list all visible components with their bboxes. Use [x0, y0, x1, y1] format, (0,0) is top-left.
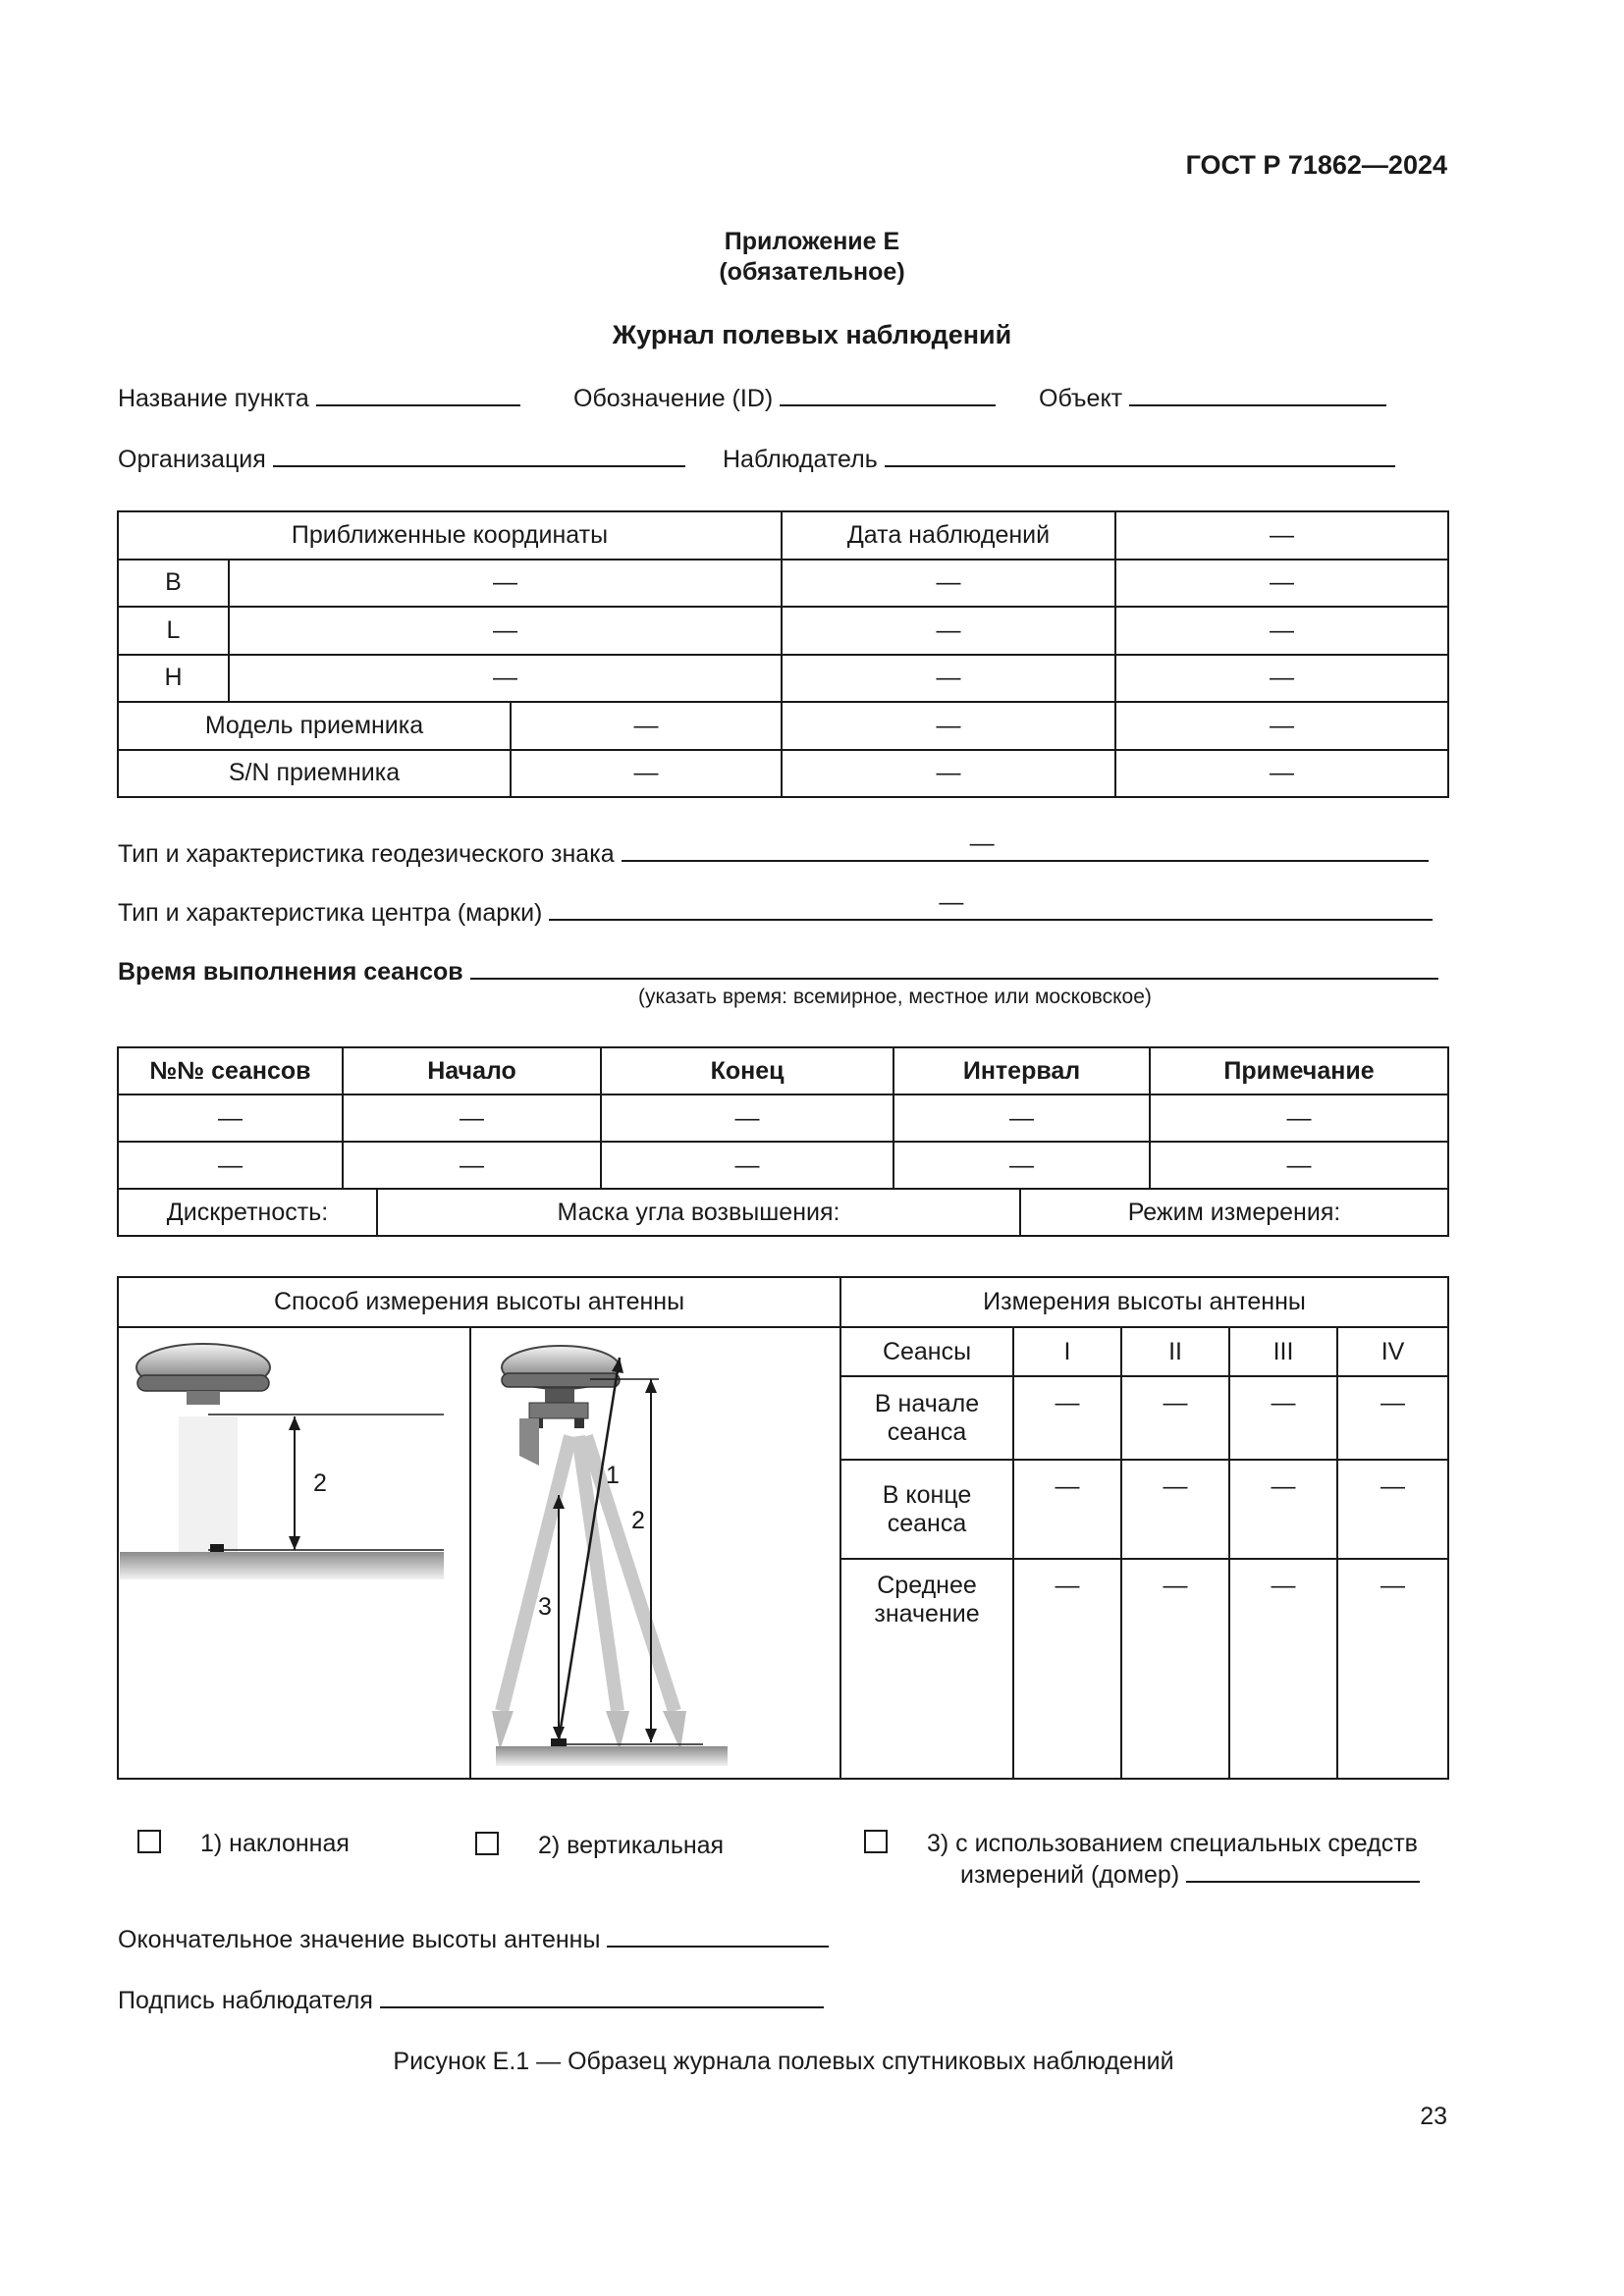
sessions-header-row: [118, 1047, 1448, 1095]
tribrach-icon: [519, 1418, 539, 1466]
center-mark-input[interactable]: [549, 888, 1433, 921]
ground-icon: [120, 1552, 444, 1579]
height-cell[interactable]: —: [1229, 1376, 1337, 1460]
session-col-1: I: [1013, 1327, 1121, 1376]
observer-label: Наблюдатель: [723, 446, 878, 473]
coord-label: B: [118, 560, 229, 608]
elevation-mask-cell[interactable]: Маска угла возвышения:: [377, 1189, 1020, 1236]
final-height-input[interactable]: [607, 1924, 829, 1948]
signature-field: [118, 1985, 824, 2015]
antenna-base-icon: [137, 1375, 269, 1391]
coord-value[interactable]: —: [1115, 560, 1448, 608]
receiver-value[interactable]: —: [782, 750, 1115, 798]
benchmark-icon: [551, 1738, 567, 1746]
height-cell[interactable]: —: [1013, 1376, 1121, 1460]
height-cell[interactable]: —: [1229, 1559, 1337, 1779]
signature-label: Подпись наблюдателя: [118, 1987, 373, 2014]
table-row: [118, 1142, 1448, 1189]
col-interval: Интервал: [893, 1047, 1150, 1095]
geodetic-sign-field: [118, 829, 1429, 869]
session-cell[interactable]: —: [118, 1095, 343, 1142]
average-value-label: Среднее значение: [840, 1559, 1013, 1779]
session-cell[interactable]: —: [118, 1142, 343, 1189]
vertical-label: 2) вертикальная: [538, 1832, 725, 1859]
vertical-method-figure-cell: [118, 1327, 470, 1779]
designation-field: [573, 383, 996, 413]
col-start: Начало: [343, 1047, 601, 1095]
session-time-field: [118, 956, 1438, 987]
coord-value[interactable]: —: [782, 607, 1115, 655]
sessions-label: Сеансы: [840, 1327, 1013, 1376]
session-time-hint: (указать время: всемирное, местное или московское): [638, 986, 1152, 1008]
session-cell[interactable]: —: [893, 1142, 1150, 1189]
height-cell[interactable]: —: [1337, 1460, 1448, 1559]
special-means-field: [960, 1859, 1420, 1890]
journal-title: Журнал полевых наблюдений: [612, 320, 1012, 349]
session-col-4: IV: [1337, 1327, 1448, 1376]
special-means-label-2: измерений (домер): [960, 1861, 1180, 1889]
geodetic-sign-input[interactable]: [622, 829, 1429, 862]
height-cell[interactable]: —: [1229, 1460, 1337, 1559]
receiver-value[interactable]: —: [1115, 750, 1448, 798]
session-cell[interactable]: —: [893, 1095, 1150, 1142]
coordinates-table: [117, 510, 1449, 798]
session-cell[interactable]: —: [1150, 1142, 1448, 1189]
coord-label: L: [118, 607, 229, 655]
figure-label-1: 1: [606, 1462, 620, 1489]
appendix-title: Приложение Е: [724, 228, 900, 255]
session-col-3: III: [1229, 1327, 1337, 1376]
figure-label-3: 3: [538, 1593, 552, 1621]
mode-cell[interactable]: Режим измерения:: [1020, 1189, 1448, 1236]
table-row: [118, 1095, 1448, 1142]
session-cell[interactable]: —: [601, 1142, 893, 1189]
col-end: Конец: [601, 1047, 893, 1095]
coord-value[interactable]: —: [229, 560, 782, 608]
organization-input[interactable]: [273, 444, 685, 467]
vertical-method-figure: [120, 1328, 468, 1770]
special-means-input[interactable]: [1186, 1859, 1420, 1883]
height-cell[interactable]: —: [1121, 1376, 1229, 1460]
start-of-session-label: В начале сеанса: [840, 1376, 1013, 1460]
center-mark-label: Тип и характеристика центра (марки): [118, 899, 543, 927]
page-number: 23: [1420, 2103, 1447, 2130]
coord-value[interactable]: —: [1115, 607, 1448, 655]
appendix-subtitle: (обязательное): [719, 258, 905, 286]
document-code: ГОСТ Р 71862—2024: [1185, 150, 1447, 180]
coord-value[interactable]: —: [782, 560, 1115, 608]
sessions-footer-row: [118, 1189, 1448, 1236]
end-of-session-label: В конце сеанса: [840, 1460, 1013, 1559]
coord-row-h: [118, 655, 1448, 703]
col-note: Примечание: [1150, 1047, 1448, 1095]
height-cell[interactable]: —: [1337, 1559, 1448, 1779]
receiver-model-row: [118, 702, 1448, 750]
col-session-no: №№ сеансов: [118, 1047, 343, 1095]
receiver-sn-label: S/N приемника: [118, 750, 511, 798]
sessions-table: [117, 1046, 1449, 1237]
session-cell[interactable]: —: [601, 1095, 893, 1142]
approx-coords-header: Приближенные координаты: [118, 511, 782, 560]
observer-field: [723, 444, 1395, 474]
figure-caption: Рисунок Е.1 — Образец журнала полевых спутниковых наблюдений: [393, 2048, 1174, 2075]
measure-header: Измерения высоты антенны: [840, 1277, 1448, 1327]
discreteness-cell[interactable]: Дискретность:: [118, 1189, 377, 1236]
antenna-mount-icon: [187, 1391, 220, 1405]
special-means-checkbox[interactable]: [864, 1830, 888, 1853]
tripod-legs-icon: [502, 1436, 675, 1711]
coord-row-b: [118, 560, 1448, 608]
obs-date-value[interactable]: —: [1115, 511, 1448, 560]
inclined-checkbox[interactable]: [137, 1830, 161, 1853]
benchmark-icon: [210, 1544, 224, 1552]
height-cell[interactable]: —: [1121, 1460, 1229, 1559]
vertical-checkbox[interactable]: [475, 1832, 499, 1855]
session-col-2: II: [1121, 1327, 1229, 1376]
receiver-value[interactable]: —: [782, 702, 1115, 750]
coord-value[interactable]: —: [782, 655, 1115, 703]
session-cell[interactable]: —: [343, 1142, 601, 1189]
coord-row-l: [118, 607, 1448, 655]
organization-label: Организация: [118, 446, 266, 473]
receiver-value[interactable]: —: [511, 702, 782, 750]
object-label: Объект: [1039, 385, 1123, 412]
object-field: [1039, 383, 1386, 413]
session-cell[interactable]: —: [343, 1095, 601, 1142]
designation-input[interactable]: [780, 383, 996, 406]
organization-field: [118, 444, 685, 474]
receiver-model-label: Модель приемника: [118, 702, 511, 750]
point-name-field: [118, 383, 520, 413]
designation-label: Обозначение (ID): [573, 385, 774, 412]
receiver-value[interactable]: —: [511, 750, 782, 798]
coord-label: H: [118, 655, 229, 703]
inclined-method-figure: [472, 1328, 839, 1770]
coord-value[interactable]: —: [1115, 655, 1448, 703]
session-time-label: Время выполнения сеансов: [118, 958, 463, 986]
inclined-method-figure-cell: [470, 1327, 840, 1779]
antenna-base-icon: [502, 1373, 620, 1387]
height-cell[interactable]: —: [1013, 1460, 1121, 1559]
center-mark-field: [118, 888, 1433, 928]
signature-input[interactable]: [380, 1985, 824, 2008]
coord-value[interactable]: —: [229, 655, 782, 703]
height-cell[interactable]: —: [1013, 1559, 1121, 1779]
point-name-label: Название пункта: [118, 385, 309, 412]
receiver-sn-row: [118, 750, 1448, 798]
center-mark-value: —: [939, 888, 964, 916]
height-cell[interactable]: —: [1337, 1376, 1448, 1460]
inclined-label: 1) наклонная: [200, 1830, 350, 1857]
height-cell[interactable]: —: [1121, 1559, 1229, 1779]
geodetic-sign-value: —: [969, 829, 995, 857]
antenna-table: [117, 1276, 1449, 1780]
final-height-label: Окончательное значение высоты антенны: [118, 1926, 601, 1953]
figure-label-2-left: 2: [313, 1469, 327, 1497]
observer-input[interactable]: [885, 444, 1395, 467]
geodetic-sign-label: Тип и характеристика геодезического знака: [118, 840, 615, 868]
point-name-input[interactable]: [316, 383, 520, 406]
session-time-input[interactable]: [470, 956, 1438, 980]
object-input[interactable]: [1129, 383, 1386, 406]
method-header: Способ измерения высоты антенны: [118, 1277, 840, 1327]
figure-label-2-right: 2: [631, 1507, 645, 1534]
coord-value[interactable]: —: [229, 607, 782, 655]
receiver-value[interactable]: —: [1115, 702, 1448, 750]
special-means-label: 3) с использованием специальных средств: [927, 1830, 1418, 1857]
obs-date-header: Дата наблюдений: [782, 511, 1115, 560]
session-cell[interactable]: —: [1150, 1095, 1448, 1142]
final-height-field: [118, 1924, 829, 1954]
ground-icon: [496, 1746, 728, 1766]
